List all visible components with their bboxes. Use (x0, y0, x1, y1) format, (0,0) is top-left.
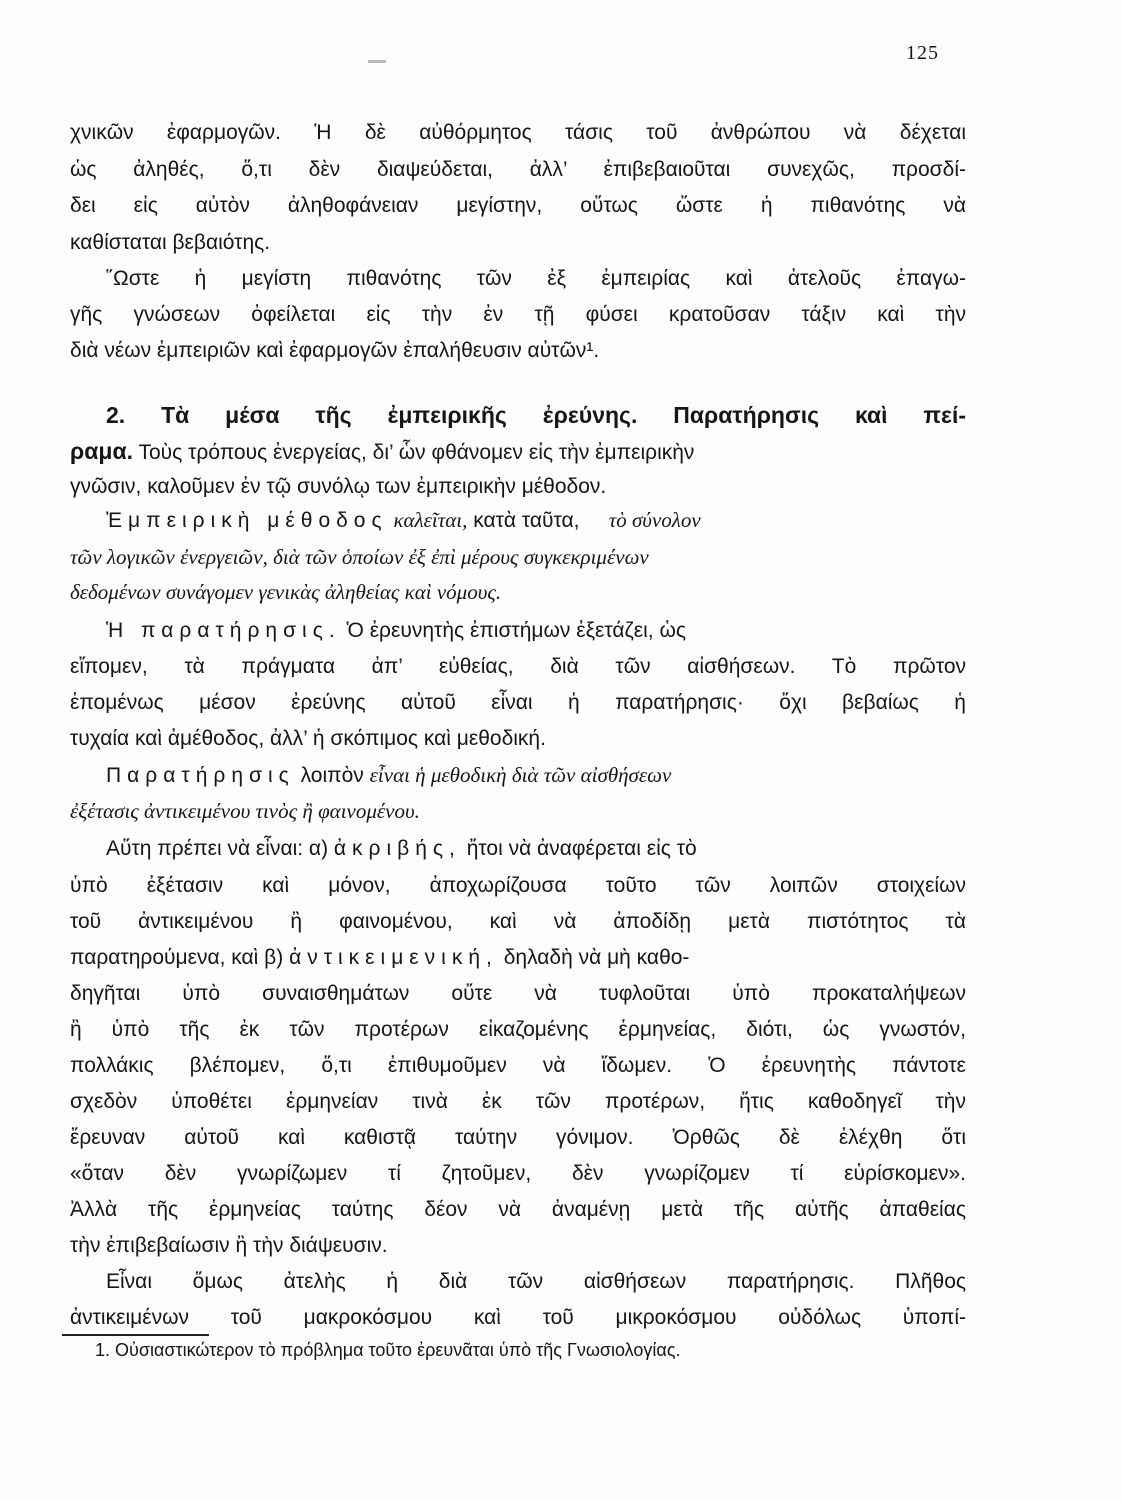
text-line: «ὅταν δὲν γνωρίζωμεν τί ζητοῦμεν, δὲν γνωρίζομεν τί εὑρίσκομεν». (70, 1162, 966, 1185)
text-segment: παρατηρούμενα, καὶ β) (70, 946, 284, 969)
definition-line: δεδομένων συνάγομεν γενικὰς ἀληθείας καὶ νόμους. (70, 580, 502, 604)
text-line: τὴν ἐπιβεβαίωσιν ἢ τὴν διάψευσιν. (70, 1234, 388, 1257)
text-line: δει εἰς αὐτὸν ἀληθοφάνειαν μεγίστην, οὕτως ὥστε ἡ πιθανότης νὰ (70, 194, 966, 217)
text-line: γῆς γνώσεων ὀφείλεται εἰς τὴν ἐν τῇ φύσει κρατοῦσαν τάξιν καὶ τὴν (70, 303, 966, 326)
text-line: σχεδὸν ὑποθέτει ἑρμηνείαν τινὰ ἐκ τῶν προτέρων, ἥτις καθοδηγεῖ τὴν (70, 1090, 966, 1113)
spaced-term: Ἡ παρατήρησις. (106, 619, 341, 642)
section-heading: 2. Τὰ μέσα τῆς ἐμπειρικῆς ἐρεύνης. Παρατήρησις καὶ πεί- (106, 402, 966, 428)
text-line: πολλάκις βλέπομεν, ὅ,τι ἐπιθυμοῦμεν νὰ ἴδωμεν. Ὁ ἐρευνητὴς πάντοτε (70, 1054, 966, 1077)
definition-line: τῶν λογικῶν ἐνεργειῶν, διὰ τῶν ὁποίων ἐξ ἐπὶ μέρους συγκεκριμένων (70, 545, 649, 569)
text-line: Ἀλλὰ τῆς ἑρμηνείας ταύτης δέον νὰ ἀναμένῃ μετὰ τῆς αὐτῆς ἀπαθείας (70, 1198, 966, 1221)
text-segment: δηλαδὴ νὰ μὴ καθο- (503, 946, 690, 969)
text-segment: Ὁ ἐρευνητὴς ἐπιστήμων ἐξετάζει, ὡς (346, 619, 686, 642)
text-line (106, 620, 1006, 641)
italic-text: καλεῖται, (393, 508, 468, 532)
definition-line (106, 510, 1006, 531)
text-line: ἢ ὑπὸ τῆς ἐκ τῶν προτέρων εἰκαζομένης ἑρμηνείας, διότι, ὡς γνωστόν, (70, 1018, 966, 1041)
section-heading-end: ραμα. (70, 438, 133, 464)
text-line: τυχαία καὶ ἀμέθοδος, ἀλλ’ ἡ σκόπιμος καὶ μεθοδική. (70, 727, 546, 750)
footnote: 1. Οὐσιαστικώτερον τὸ πρόβλημα τοῦτο ἐρευνᾶται ὑπὸ τῆς Γνωσιολογίας. (95, 1340, 681, 1360)
text-segment: λοιπὸν (300, 764, 364, 787)
italic-text: εἶναι ἡ μεθοδικὴ διὰ τῶν αἰσθήσεων (369, 763, 672, 787)
text-line: γνῶσιν, καλοῦμεν ἐν τῷ συνόλῳ των ἐμπειρικὴν μέθοδον. (70, 475, 607, 498)
definition-line (106, 765, 1006, 786)
text-line: καθίσταται βεβαιότης. (70, 231, 271, 254)
scan-mark (368, 60, 386, 63)
spaced-term: Ἐμπειρικὴ μέθοδος (106, 509, 388, 532)
text-segment: Τοὺς τρόπους ἐνεργείας, δι’ ὧν φθάνομεν εἰς τὴν ἐμπειρικὴν (138, 441, 695, 464)
text-line: ἑπομένως μέσον ἐρεύνης αὐτοῦ εἶναι ἡ παρατήρησις· ὄχι βεβαίως ἡ (70, 691, 966, 714)
spaced-term: ἀντικειμενική, (289, 946, 498, 969)
text-line: διὰ νέων ἐμπειριῶν καὶ ἐφαρμογῶν ἐπαλήθευσιν αὐτῶν¹. (70, 339, 600, 362)
text-segment: ἤτοι νὰ ἀναφέρεται εἰς τὸ (466, 837, 697, 860)
spaced-term: Παρατήρησις (106, 764, 295, 787)
text-segment: Αὕτη πρέπει νὰ εἶναι: α) (106, 837, 329, 860)
spaced-term: ἀκριβής, (333, 837, 461, 860)
text-line: τοῦ ἀντικειμένου ἢ φαινομένου, καὶ νὰ ἀποδίδῃ μετὰ πιστότητος τὰ (70, 910, 966, 933)
text-line: ὡς ἀληθές, ὅ,τι δὲν διαψεύδεται, ἀλλ’ ἐπιβεβαιοῦται συνεχῶς, προσδί- (70, 158, 966, 181)
text-line: Εἶναι ὅμως ἀτελὴς ἡ διὰ τῶν αἰσθήσεων παρατήρησις. Πλῆθος (106, 1270, 966, 1293)
text-line (70, 440, 970, 463)
text-line: χνικῶν ἐφαρμογῶν. Ἡ δὲ αὐθόρμητος τάσις τοῦ ἀνθρώπου νὰ δέχεται (70, 121, 966, 144)
text-line (106, 838, 1006, 859)
text-line: ἔρευναν αὐτοῦ καὶ καθιστᾷ ταύτην γόνιμον. Ὀρθῶς δὲ ἐλέχθη ὅτι (70, 1126, 966, 1149)
text-line: ῞Ωστε ἡ μεγίστη πιθανότης τῶν ἐξ ἐμπειρίας καὶ ἀτελοῦς ἐπαγω- (106, 267, 966, 290)
footnote-rule (62, 1334, 209, 1336)
text-segment: κατὰ ταῦτα, (473, 509, 580, 532)
definition-line: ἐξέτασις ἀντικειμένου τινὸς ἢ φαινομένου. (70, 799, 420, 823)
page-number: 125 (906, 42, 939, 64)
text-line: δηγῆται ὑπὸ συναισθημάτων οὔτε νὰ τυφλοῦται ὑπὸ προκαταλήψεων (70, 982, 966, 1005)
text-line: ἀντικειμένων τοῦ μακροκόσμου καὶ τοῦ μικροκόσμου οὐδόλως ὑποπί- (70, 1306, 966, 1329)
text-line: ὑπὸ ἐξέτασιν καὶ μόνον, ἀποχωρίζουσα τοῦτο τῶν λοιπῶν στοιχείων (70, 874, 966, 897)
italic-text: τὸ σύνολον (608, 508, 701, 532)
text-line: εἴπομεν, τὰ πράγματα ἀπ’ εὐθείας, διὰ τῶν αἰσθήσεων. Τὸ πρῶτον (70, 655, 966, 678)
text-line (70, 947, 970, 968)
